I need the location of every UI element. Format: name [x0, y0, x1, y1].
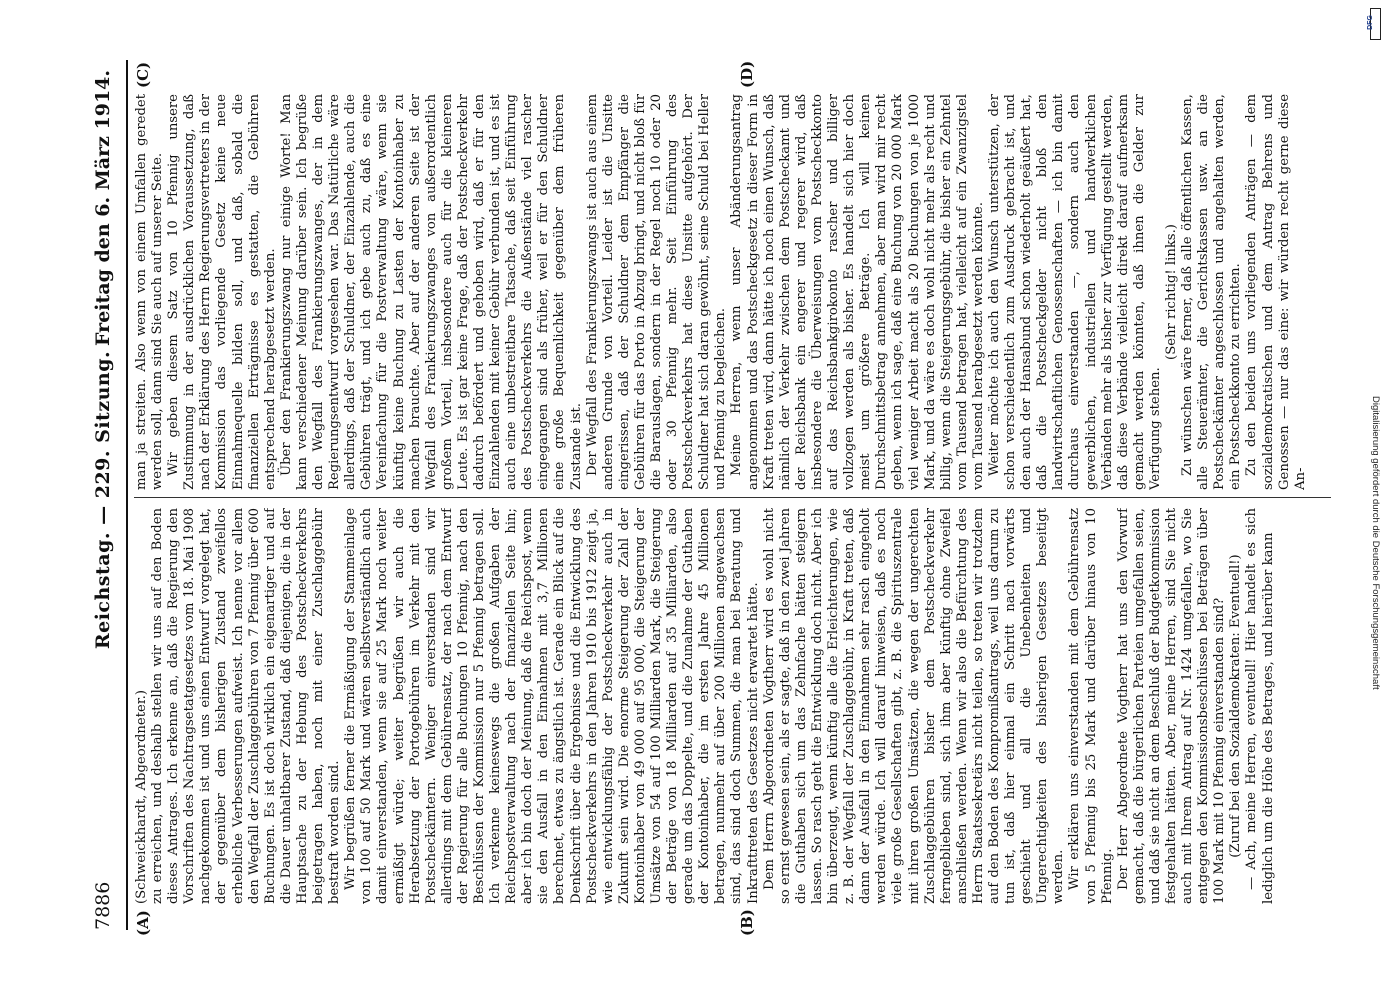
speaker-line: (Schweickhardt, Abgeordneter.)	[134, 689, 149, 904]
running-title: Reichstag. — 229. Sitzung.	[92, 350, 114, 650]
paragraph: man ja streiten. Also wenn von einem Umfallen geredet werden soll, dann sind Sie auch auf unserer Seite.	[134, 94, 166, 490]
margin-marker-a: (A)	[134, 910, 152, 936]
paragraph: Meine Herren, wenn unser Abänderungsantrag angenommen und das Postscheckgesetz in dieser Form in Kraft treten wird, dann hätte ich noch einen Wunsch, daß nämlich der Verkehr zwischen dem Postscheckamt und der Reichsbank ein engerer und regerer wird, daß insbesondere die Überweisungen vom Postscheckkonto auf das Reichsbankgirokonto rascher und billiger vollzogen werden als bisher. Es handelt sich hier doch meist um größere Beträge. Ich will keinen Durchschnittsbetrag annehmen, aber man wird mir recht geben, wenn ich sage, daß eine Buchung von 20 000 Mark viel weniger Arbeit macht als 20 Buchungen von je 1000 Mark, und da wäre es doch wohl nicht mehr als recht und billig, wenn die Steigerungsgebühr, die bisher ein Zehntel vom Tausend betragen hat, vielleicht auf ein Zwanzigstel vom Tausend herabgesetzt werden könnte.	[729, 94, 986, 490]
column-divider	[134, 497, 1331, 498]
paragraph: — Ach, meine Herren, eventuell! Hier handelt es sich lediglich um die Höhe des Betrages, und hierüber kann	[1244, 508, 1276, 904]
paragraph: Zu wünschen wäre ferner, daß alle öffentlichen Kassen, alle Steuerämter, die Gerichtskassen usw. an die Postscheckämter angeschlossen und angehalten werden, ein Postscheckkonto zu errichten.	[1180, 94, 1244, 490]
paragraph: Zu den beiden uns vorliegenden Anträgen — dem sozialdemokratischen und dem Antrag Behrens und Genossen — nur das eine: wir würden recht gerne diese An-	[1244, 94, 1308, 490]
paragraph: Wir erklären uns einverstanden mit dem Gebührensatz von 5 Pfennig bis 25 Mark und darüber hinaus von 10 Pfennig.	[1067, 508, 1115, 904]
paragraph: zu erreichen, und deshalb stellen wir uns auf den Boden dieses Antrages. Ich erkenne an, daß die Regierung den Vorschriften des Nachtragsetatgesetzes vom 18. Mai 1908 nachgekommen ist und uns einen Entwurf vorgelegt hat, der gegenüber dem bisherigen Zustand zweifellos erhebliche Verbesserungen aufweist. Ich nenne vor allem den Wegfall der Zuschlaggebühren von 7 Pfennig über 600 Buchungen. Es ist doch wirklich ein eigenartiger und auf die Dauer unhaltbarer Zustand, daß diejenigen, die in der Hauptsache zu der Hebung des Postscheckverkehrs beigetragen haben, noch mit einer Zuschlaggebühr bestraft worden sind.	[150, 508, 343, 904]
logo-text: DFG	[1366, 15, 1374, 30]
margin-marker-c: (C)	[134, 61, 152, 88]
interjection: (Sehr richtig! links.)	[1164, 224, 1179, 360]
paragraph: Dem Herrn Abgeordneten Vogtherr wird es wohl nicht so ernst gewesen sein, als er sagte, daß in den zwei Jahren die Guthaben sich um das Zehnfache hätten steigern lassen. So rasch geht die Entwicklung doch nicht. Aber ich bin überzeugt, wenn künftig alle die Erleichterungen, wie z. B. der Wegfall der Zuschlaggebühr, in Kraft treten, daß dann der Ausfall in den Einnahmen sehr rasch eingeholt werden würde. Ich will darauf hinweisen, daß es noch viele große Gesellschaften gibt, z. B. die Spirituszentrale mit ihren großen Umsätzen, die wegen der ungerechten Zuschlaggebühren bisher dem Postscheckverkehr ferngeblieben sind, sich ihm aber künftig ohne Zweifel anschließen werden. Wenn wir also die Befürchtung des Herrn Staatssekretärs nicht teilen, so treten wir trotzdem auf den Boden des Kompromißantrags, weil uns darum zu tun ist, daß hier einmal ein Schritt nach vorwärts geschieht und all die Unebenheiten und Ungerechtigkeiten des bisherigen Gesetzes beseitigt werden.	[761, 508, 1067, 904]
paragraph: Wir begrüßen ferner die Ermäßigung der Stammeinlage von 100 auf 50 Mark und wären selbstverständlich auch damit einverstanden, wenn sie auf 25 Mark noch weiter ermäßigt würde; weiter begrüßen wir auch die Herabsetzung der Portogebühren im Verkehr mit den Postscheckämtern. Weniger einverstanden sind wir allerdings mit dem Gebührensatz, der nach dem Entwurf der Regierung für alle Buchungen 10 Pfennig, nach den Beschlüssen der Kommission nur 5 Pfennig betragen soll. Ich verkenne keineswegs die großen Aufgaben der Reichspostverwaltung nach der finanziellen Seite hin; aber ich bin doch der Meinung, daß die Reichspost, wenn sie den Ausfall in den Einnahmen mit 3,7 Millionen berechnet, etwas zu ängstlich ist. Gerade ein Blick auf die Denkschrift über die Ergebnisse und die Entwicklung des Postscheckverkehrs in den Jahren 1910 bis 1912 zeigt ja, wie entwicklungsfähig der Postscheckverkehr auch in Zukunft sein wird. Die enorme Steigerung der Zahl der Kontoinhaber von 49 000 auf 95 000, die Steigerung der Umsätze von 54 auf 100 Milliarden Mark, die Steigerung der Beträge von 18 Milliarden auf 35 Milliarden, also gerade um das Doppelte, und die Zunahme der Guthaben der Kontoinhaber, die im ersten Jahre 45 Millionen betragen, nunmehr auf über 200 Millionen angewachsen sind, das sind doch Summen, die man bei Beratung und Inkrafttreten des Gesetzes nicht erwartet hätte.	[343, 508, 761, 904]
margin-marker-d: (D)	[738, 60, 756, 88]
paragraph: Über den Frankierungszwang nur einige Worte! Man kann verschiedener Meinung darüber sein. Ich begrüße den Wegfall des Frankierungszwanges, der in dem Regierungsentwurf vorgesehen war. Das Natürliche wäre allerdings, daß der Schuldner, der Einzahlende, auch die Gebühren trägt, und ich gebe auch zu, daß es eine Vereinfachung für die Postverwaltung wäre, wenn sie künftig keine Buchung zu Lasten der Kontoinhaber zu machen brauchte. Aber auf der anderen Seite ist der Wegfall des Frankierungszwanges von außerordentlich großem Vorteil, insbesondere auch für die kleineren Leute. Es ist gar keine Frage, daß der Postscheckverkehr dadurch befördert und gehoben wird, daß er für den Einzahlenden mit keiner Gebühr verbunden ist, und es ist auch eine unbestreitbare Tatsache, daß seit Einführung des Postscheckverkehrs die Außenstände viel rascher eingegangen sind als früher, weil er für den Schuldner eine große Bequemlichkeit gegenüber dem früheren Zustande ist.	[278, 94, 584, 490]
text-column-left	[134, 508, 1331, 904]
margin-marker-b: (B)	[738, 909, 756, 936]
paragraph: Der Wegfall des Frankierungszwangs ist auch aus einem anderen Grunde von Vorteil. Leider ist die Unsitte eingerissen, daß der Schuldner dem Empfänger die Gebühren für das Porto in Abzug bringt, und nicht bloß für die Barauslagen, sondern in der Regel noch 10 oder 20 oder 30 Pfennig mehr. Seit Einführung des Postscheckverkehrs hat diese Unsitte aufgehört. Der Schuldner hat sich daran gewöhnt, seine Schuld bei Heller und Pfennig zu begleichen.	[584, 94, 729, 490]
dfg-logo-icon	[1366, 8, 1381, 40]
paragraph: Wir geben diesem Satz von 10 Pfennig unsere Zustimmung in der ausdrücklichen Voraussetzung, daß nach der Erklärung des Herrn Regierungsvertreters in der Kommission das vorliegende Gesetz keine neue Einnahmequelle bilden soll, und daß, sobald die finanziellen Erträgnisse es gestatten, die Gebühren entsprechend herabgesetzt werden.	[166, 94, 278, 490]
session-date: Freitag den 6. März 1914.	[92, 70, 114, 346]
digitization-credit: Digitalisierung gefördert durch die Deutsche Forschungsgemeinschaft	[1370, 396, 1381, 690]
paragraph: Weiter möchte ich auch den Wunsch unterstützen, der schon verschiedentlich zum Ausdruck gebracht ist, und den auch der Hansabund schon wiederholt geäußert hat, daß die Postscheckgelder nicht bloß den landwirtschaftlichen Genossenschaften — ich bin damit durchaus einverstanden —, sondern auch den gewerblichen, industriellen und handwerklichen Verbänden mehr als bisher zur Verfügung gestellt werden, daß diese Verbände vielleicht direkt darauf aufmerksam gemacht werden könnten, daß ihnen die Gelder zur Verfügung stehen.	[986, 94, 1163, 490]
page-header	[86, 70, 122, 930]
interjection: (Zuruf bei den Sozialdemokraten: Eventuell!)	[1228, 554, 1244, 858]
page-number: 7886	[92, 881, 114, 930]
text-column-right	[134, 94, 1331, 490]
header-rule	[126, 60, 128, 930]
paragraph: Der Herr Abgeordnete Vogtherr hat uns den Vorwurf gemacht, daß die bürgerlichen Parteien umgefallen seien, und daß sie nicht an dem Beschluß der Budgetkommission festgehalten hätten. Aber, meine Herren, sind Sie nicht auch mit Ihrem Antrag auf Nr. 1424 umgefallen, wo Sie entgegen den Kommissionsbeschlüssen bei Beträgen über 100 Mark mit 10 Pfennig einverstanden sind?	[1115, 508, 1228, 904]
